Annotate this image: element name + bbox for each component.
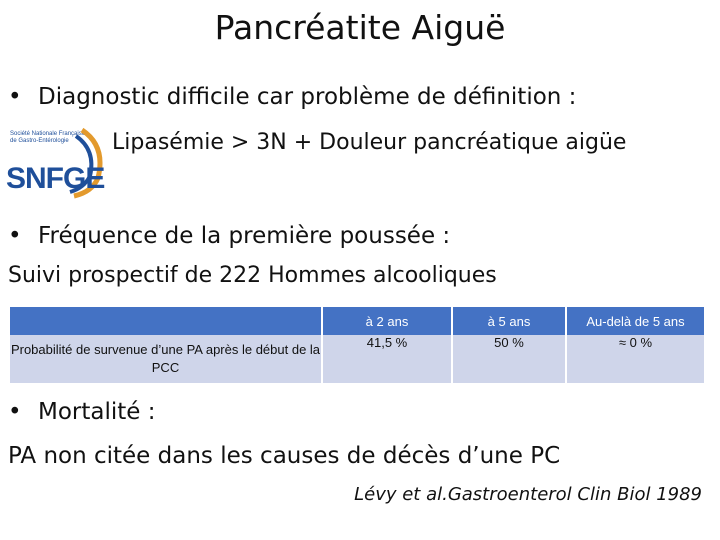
diagnostic-definition: Lipasémie > 3N + Douleur pancréatique aigüe	[112, 130, 627, 155]
table-cell: 50 %	[452, 335, 566, 383]
frequency-table	[10, 307, 704, 383]
bullet-mortalite-text: Mortalité :	[38, 399, 156, 425]
snfge-logo	[4, 126, 108, 200]
table-row	[10, 335, 704, 383]
table-row-label: Probabilité de survenue d’une PA après le début de la PCC	[10, 335, 322, 383]
table-header-cell	[10, 307, 322, 335]
mortalite-detail: PA non citée dans les causes de décès d’une PC	[8, 443, 561, 469]
table-header-row	[10, 307, 704, 335]
bullet-frequence-text: Fréquence de la première poussée :	[38, 223, 451, 249]
bullet-frequence	[8, 221, 450, 251]
logo-caption-line2: de Gastro-Entérologie	[10, 138, 69, 144]
bullet-dot-icon: •	[8, 223, 22, 249]
bullet-mortalite	[8, 397, 156, 427]
bullet-diagnostic	[8, 82, 576, 112]
table-header-cell: Au-delà de 5 ans	[566, 307, 704, 335]
table-header-cell: à 5 ans	[452, 307, 566, 335]
citation: Lévy et al.Gastroenterol Clin Biol 1989	[354, 484, 702, 505]
bullet-dot-icon: •	[8, 84, 22, 110]
suivi-prospectif: Suivi prospectif de 222 Hommes alcooliques	[8, 263, 497, 288]
table-cell: ≈ 0 %	[566, 335, 704, 383]
slide-title: Pancréatite Aiguë	[214, 8, 506, 47]
bullet-diagnostic-text: Diagnostic difficile car problème de définition :	[38, 84, 577, 110]
table-header-cell: à 2 ans	[322, 307, 452, 335]
logo-word: SNFGE	[6, 162, 105, 195]
table-cell: 41,5 %	[322, 335, 452, 383]
bullet-dot-icon: •	[8, 399, 22, 425]
logo-caption-line1: Société Nationale Française	[10, 131, 86, 137]
